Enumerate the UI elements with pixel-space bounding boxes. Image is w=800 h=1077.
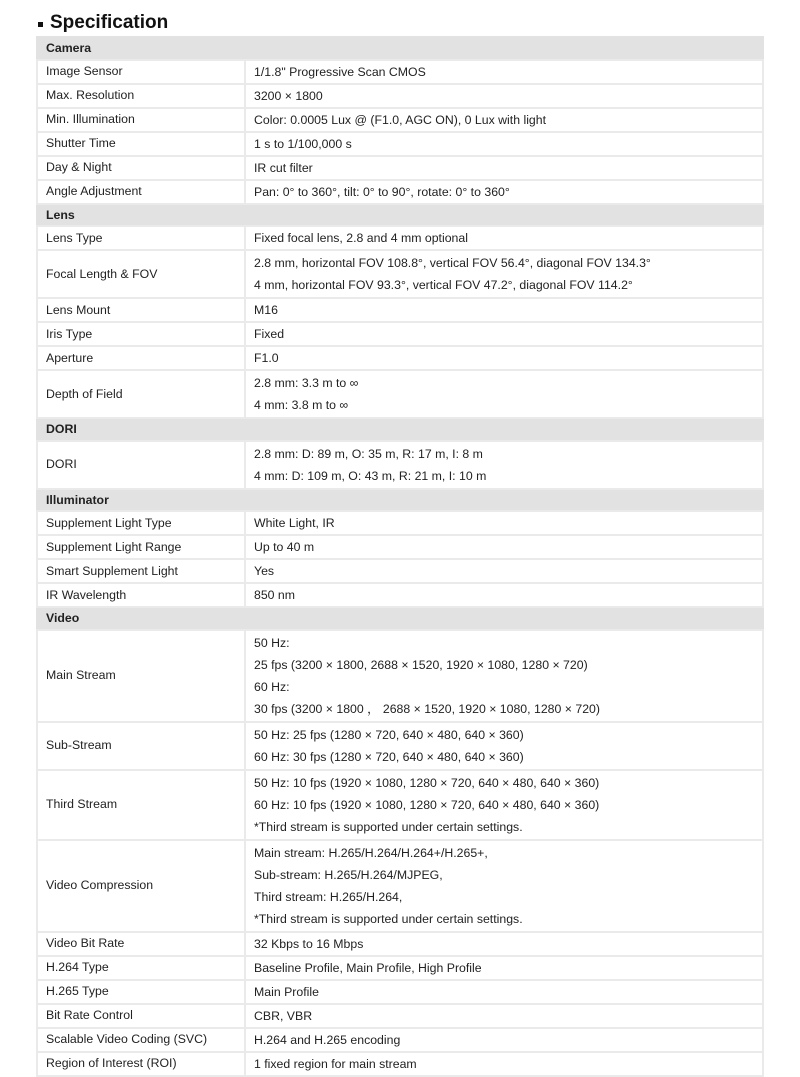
section-header: [37, 489, 763, 512]
spec-value-line: M16: [254, 303, 278, 317]
spec-value-line: Up to 40 m: [254, 540, 315, 554]
spec-value: [245, 156, 763, 180]
spec-key: Lens Type: [37, 226, 245, 250]
table-row: [37, 108, 763, 132]
spec-value: [245, 60, 763, 84]
spec-value-line: Fixed focal lens, 2.8 and 4 mm optional: [254, 231, 468, 245]
spec-value-line: 850 nm: [254, 588, 296, 602]
table-row: [37, 346, 763, 370]
spec-key: Supplement Light Range: [37, 535, 245, 559]
section-header: [37, 204, 763, 227]
table-row: [37, 84, 763, 108]
table-row: [37, 180, 763, 204]
table-row: [37, 559, 763, 583]
spec-value-line: Color: 0.0005 Lux @ (F1.0, AGC ON), 0 Lux with light: [254, 112, 547, 127]
spec-value: [245, 226, 763, 250]
spec-value-line: 60 Hz: 10 fps (1920 × 1080, 1280 × 720, 640 × 480, 640 × 360): [254, 797, 600, 812]
spec-value-line: 50 Hz: 25 fps (1280 × 720, 640 × 480, 640 × 360): [254, 727, 524, 742]
spec-key: Region of Interest (ROI): [37, 1052, 245, 1076]
table-row: [37, 932, 763, 956]
table-row: [37, 370, 763, 418]
spec-value: [245, 559, 763, 583]
spec-value: [245, 1052, 763, 1076]
spec-value-line: 4 mm: 3.8 m to ∞: [254, 398, 349, 412]
spec-value: [245, 722, 763, 770]
table-row: [37, 250, 763, 298]
spec-key: Shutter Time: [37, 132, 245, 156]
spec-key: Min. Illumination: [37, 108, 245, 132]
table-row: [37, 535, 763, 559]
spec-key: Iris Type: [37, 322, 245, 346]
spec-value-line: Main Profile: [254, 984, 319, 999]
spec-value-line: Sub-stream: H.265/H.264/MJPEG,: [254, 867, 443, 882]
spec-key: Bit Rate Control: [37, 1004, 245, 1028]
spec-key: Video Compression: [37, 840, 245, 932]
section-title: Camera: [37, 37, 763, 60]
spec-value: [245, 1028, 763, 1052]
spec-value-line: Baseline Profile, Main Profile, High Profile: [254, 960, 482, 975]
spec-value-line: H.264 and H.265 encoding: [254, 1032, 401, 1047]
page-title-text: Specification: [50, 12, 169, 33]
spec-key: H.265 Type: [37, 980, 245, 1004]
spec-value-line: 60 Hz:: [254, 679, 290, 694]
section-header: [37, 418, 763, 441]
section-title: DORI: [37, 418, 763, 441]
spec-value: [245, 346, 763, 370]
spec-table: [36, 36, 764, 1077]
table-row: [37, 1004, 763, 1028]
spec-value-line: 4 mm: D: 109 m, O: 43 m, R: 21 m, I: 10 m: [254, 468, 487, 483]
spec-key: Smart Supplement Light: [37, 559, 245, 583]
spec-value: [245, 370, 763, 418]
table-row: [37, 722, 763, 770]
page-title: [38, 12, 168, 34]
table-row: [37, 583, 763, 607]
table-row: [37, 511, 763, 535]
spec-value: [245, 84, 763, 108]
spec-key: Focal Length & FOV: [37, 250, 245, 298]
spec-key: Third Stream: [37, 770, 245, 840]
spec-value: [245, 630, 763, 722]
spec-key: Sub-Stream: [37, 722, 245, 770]
spec-value-line: 1 s to 1/100,000 s: [254, 136, 352, 151]
spec-value-line: 50 Hz:: [254, 635, 290, 650]
spec-value: [245, 770, 763, 840]
spec-value-line: 50 Hz: 10 fps (1920 × 1080, 1280 × 720, 640 × 480, 640 × 360): [254, 775, 600, 790]
spec-value-line: CBR, VBR: [254, 1008, 313, 1023]
spec-value: [245, 180, 763, 204]
spec-value-line: 2.8 mm, horizontal FOV 108.8°, vertical FOV 56.4°, diagonal FOV 134.3°: [254, 256, 651, 270]
table-row: [37, 226, 763, 250]
table-row: [37, 980, 763, 1004]
table-row: [37, 840, 763, 932]
spec-key: Video Bit Rate: [37, 932, 245, 956]
spec-value-line: F1.0: [254, 351, 279, 365]
table-row: [37, 956, 763, 980]
table-row: [37, 132, 763, 156]
spec-value-line: 60 Hz: 30 fps (1280 × 720, 640 × 480, 640 × 360): [254, 749, 524, 764]
spec-value-line: 3200 × 1800: [254, 88, 323, 103]
section-header: [37, 37, 763, 60]
spec-value-line: *Third stream is supported under certain settings.: [254, 819, 523, 834]
table-row: [37, 156, 763, 180]
bullet-icon: [38, 22, 43, 27]
spec-value: [245, 298, 763, 322]
table-row: [37, 770, 763, 840]
spec-key: Image Sensor: [37, 60, 245, 84]
spec-key: Depth of Field: [37, 370, 245, 418]
spec-value: [245, 980, 763, 1004]
spec-value: [245, 932, 763, 956]
table-row: [37, 441, 763, 489]
table-row: [37, 1052, 763, 1076]
spec-value-line: 4 mm, horizontal FOV 93.3°, vertical FOV 47.2°, diagonal FOV 114.2°: [254, 278, 633, 292]
spec-value: [245, 132, 763, 156]
spec-key: Aperture: [37, 346, 245, 370]
table-row: [37, 322, 763, 346]
spec-key: Main Stream: [37, 630, 245, 722]
spec-value-line: Third stream: H.265/H.264,: [254, 889, 403, 904]
table-row: [37, 60, 763, 84]
spec-value-line: IR cut filter: [254, 160, 313, 175]
spec-value: [245, 956, 763, 980]
table-row: [37, 1028, 763, 1052]
spec-value-line: 2.8 mm: D: 89 m, O: 35 m, R: 17 m, I: 8 m: [254, 446, 483, 461]
spec-value: [245, 322, 763, 346]
section-title: Video: [37, 607, 763, 630]
spec-value-line: Main stream: H.265/H.264/H.264+/H.265+,: [254, 845, 488, 860]
section-title: Lens: [37, 204, 763, 227]
table-row: [37, 298, 763, 322]
spec-key: IR Wavelength: [37, 583, 245, 607]
spec-key: Scalable Video Coding (SVC): [37, 1028, 245, 1052]
spec-value-line: Pan: 0° to 360°, tilt: 0° to 90°, rotate: 0° to 360°: [254, 184, 510, 199]
spec-value-line: 30 fps (3200 × 1800 ， 2688 × 1520, 1920 × 1080, 1280 × 720): [254, 701, 600, 716]
spec-value: [245, 250, 763, 298]
spec-value-line: 25 fps (3200 × 1800, 2688 × 1520, 1920 × 1080, 1280 × 720): [254, 657, 588, 672]
spec-value-line: *Third stream is supported under certain settings.: [254, 911, 523, 926]
spec-key: Angle Adjustment: [37, 180, 245, 204]
spec-value-line: 1 fixed region for main stream: [254, 1056, 417, 1071]
spec-key: Supplement Light Type: [37, 511, 245, 535]
spec-value: [245, 583, 763, 607]
section-header: [37, 607, 763, 630]
spec-key: Lens Mount: [37, 298, 245, 322]
spec-value: [245, 535, 763, 559]
spec-value-line: White Light, IR: [254, 516, 335, 530]
spec-value: [245, 108, 763, 132]
spec-key: Day & Night: [37, 156, 245, 180]
spec-value: [245, 840, 763, 932]
spec-key: Max. Resolution: [37, 84, 245, 108]
spec-value-line: 2.8 mm: 3.3 m to ∞: [254, 376, 359, 390]
spec-value-line: Yes: [254, 564, 275, 578]
spec-value-line: Fixed: [254, 327, 285, 341]
spec-value-line: 32 Kbps to 16 Mbps: [254, 936, 364, 951]
spec-key: H.264 Type: [37, 956, 245, 980]
section-title: Illuminator: [37, 489, 763, 512]
spec-value: [245, 1004, 763, 1028]
spec-value-line: 1/1.8" Progressive Scan CMOS: [254, 64, 426, 79]
table-row: [37, 630, 763, 722]
spec-value: [245, 511, 763, 535]
spec-key: DORI: [37, 441, 245, 489]
spec-value: [245, 441, 763, 489]
